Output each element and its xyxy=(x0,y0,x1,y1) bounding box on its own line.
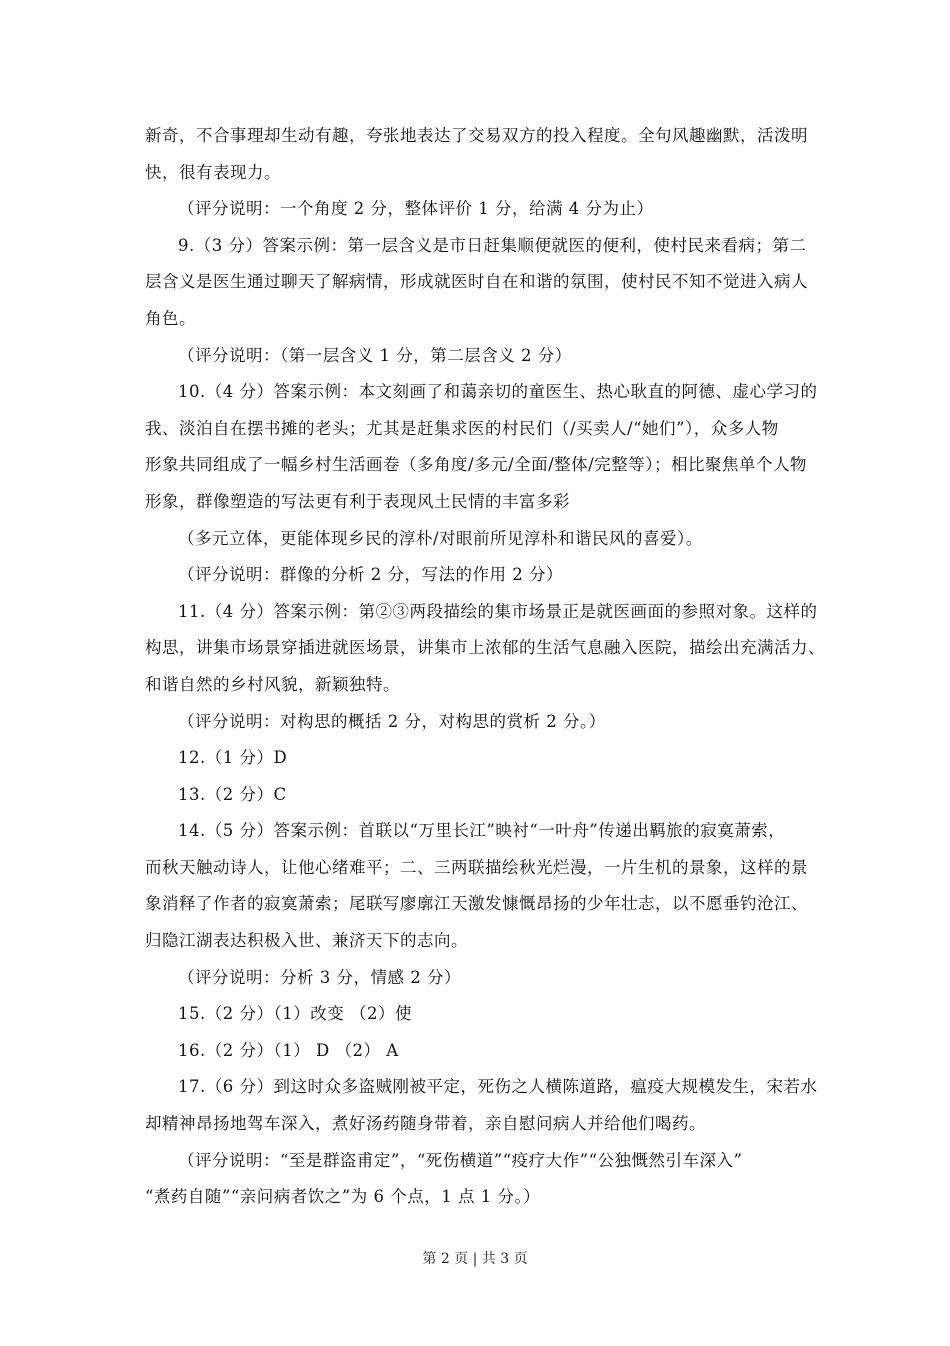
answer-11: 11.（4 分）答案示例：第②③两段描绘的集市场景正是就医画面的参照对象。这样的 xyxy=(178,601,818,621)
answer-9: 9.（3 分）答案示例：第一层含义是市日赶集顺便就医的便利，使村民来看病；第二 xyxy=(178,235,807,255)
text-line: 形象共同组成了一幅乡村生活画卷（多角度/多元/全面/整体/完整等）；相比聚焦单个人物 xyxy=(145,455,807,475)
text-line: 新奇，不合事理却生动有趣，夸张地表达了交易双方的投入程度。全句风趣幽默，活泼明 xyxy=(145,126,808,145)
answer-14: 14.（5 分）答案示例：首联以“万里长江”映衬“一叶舟”传递出羁旅的寂寞萧索， xyxy=(178,821,786,841)
document-body xyxy=(145,118,825,1216)
text-line: “煮药自随”“亲问病者饮之”为 6 个点，1 点 1 分。） xyxy=(145,1187,541,1207)
text-line: 快，很有表现力。 xyxy=(145,162,281,182)
scoring-note: （评分说明：（第一层含义 1 分，第二层含义 2 分） xyxy=(178,345,572,365)
text-line: 角色。 xyxy=(145,308,196,328)
answer-15: 15.（2 分）（1）改变 （2）使 xyxy=(178,1004,412,1024)
scoring-note: （评分说明：分析 3 分，情感 2 分） xyxy=(178,967,461,987)
scoring-note: （评分说明：“至是群盗甫定”，“死伤横道”“疫疗大作”“公独慨然引车深入” xyxy=(178,1150,743,1170)
text-line: 归隐江湖表达积极入世、兼济天下的志向。 xyxy=(145,931,468,951)
scoring-note: （评分说明：群像的分析 2 分，写法的作用 2 分） xyxy=(178,565,563,585)
answer-17: 17.（6 分）到这时众多盗贼刚被平定，死伤之人横陈道路，瘟疫大规模发生，宋若水 xyxy=(178,1077,818,1097)
answer-13: 13.（2 分）C xyxy=(178,784,287,804)
text-line: 和谐自然的乡村风貌，新颖独特。 xyxy=(145,674,400,694)
text-line: 形象，群像塑造的写法更有利于表现风土民情的丰富多彩 xyxy=(145,491,570,511)
scoring-note: （评分说明：一个角度 2 分，整体评价 1 分，给满 4 分为止） xyxy=(178,199,654,219)
answer-16: 16.（2 分）（1） D （2） A xyxy=(178,1040,399,1060)
scoring-note: （评分说明：对构思的概括 2 分，对构思的赏析 2 分。） xyxy=(178,711,606,731)
answer-10: 10.（4 分）答案示例：本文刻画了和蔼亲切的童医生、热心耿直的阿德、虚心学习的 xyxy=(178,382,818,402)
text-line: （多元立体，更能体现乡民的淳朴/对眼前所见淳朴和谐民风的喜爱）。 xyxy=(178,528,703,548)
answer-12: 12.（1 分）D xyxy=(178,748,288,768)
text-line: 构思，讲集市场景穿插进就医场景，讲集市上浓郁的生活气息融入医院，描绘出充满活力、 xyxy=(145,638,825,658)
page-footer: 第 2 页 | 共 3 页 xyxy=(422,1251,528,1267)
text-line: 我、淡泊自在摆书摊的老头；尤其是赶集求医的村民们（/买卖人/“她们”），众多人物 xyxy=(145,418,779,438)
text-line: 而秋天触动诗人，让他心绪难平；二、三两联描绘秋光烂漫，一片生机的景象，这样的景 xyxy=(145,857,808,877)
text-line: 象消释了作者的寂寞萧索；尾联写廖廓江天激发慷慨昂扬的少年壮志，以不愿垂钓沧江、 xyxy=(145,894,808,914)
text-line: 层含义是医生通过聊天了解病情，形成就医时自在和谐的氛围，使村民不知不觉进入病人 xyxy=(145,272,808,292)
text-line: 却精神昂扬地驾车深入，煮好汤药随身带着，亲自慰问病人并给他们喝药。 xyxy=(145,1114,706,1134)
